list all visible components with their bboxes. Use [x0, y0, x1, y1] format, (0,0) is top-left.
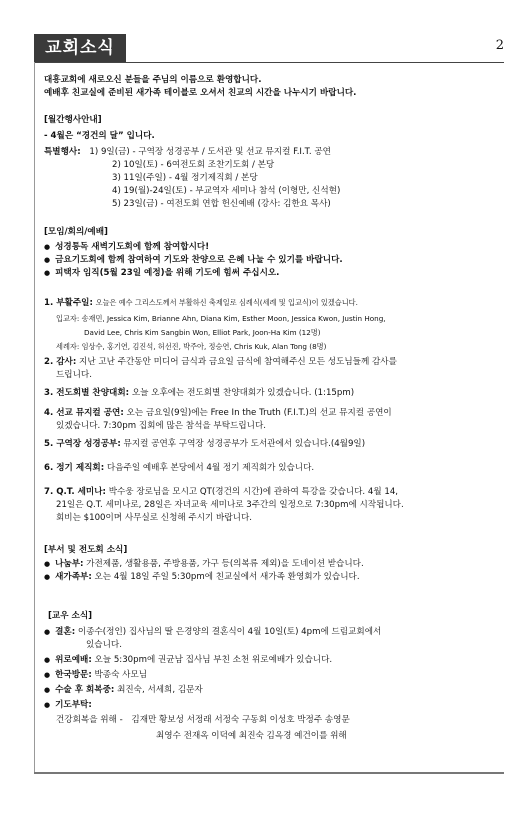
monthly-events — [44, 114, 506, 211]
departments-heading: [부서 및 전도회 소식] — [44, 545, 128, 555]
news-5-title: 5. 구역장 성경공부: — [44, 439, 121, 449]
wedding-text-2: 있습니다. — [86, 640, 122, 650]
news-6-text: 다음주일 예배후 본당에서 4월 정기 제직회가 있습니다. — [106, 463, 315, 473]
wedding-label: 결혼: — [55, 627, 76, 637]
monthly-item-2: 2) 10일(토) - 6여전도회 조찬기도회 / 본당 — [112, 160, 275, 170]
news-2-text-1: 지난 고난 주간동안 미디어 금식과 금요일 금식에 참여해주신 모든 성도님들께 감사를 — [79, 357, 397, 367]
dept-2-text: 오는 4월 18일 주일 5:30pm에 친교실에서 새가족 환영회가 있습니다. — [94, 572, 360, 582]
welcome-line-2: 예배후 친교실에 준비된 새가족 테이블로 오셔서 친교의 시간을 나누시기 바랍니다. — [44, 88, 357, 98]
prayer-names-2: 최영수 전재옥 이덕예 최진숙 김옥경 예건이를 위해 — [156, 731, 347, 741]
meetings-bullet-2: ● 금요기도회에 함께 참여하여 기도와 찬양으로 은혜 나눌 수 있기를 바랍니다. — [44, 254, 506, 267]
page-header — [34, 34, 504, 63]
monthly-item-4: 4) 19(월)-24일(토) - 부교역자 세미나 참석 (이형만, 신석현) — [112, 186, 341, 196]
news-1-text: 오늘은 예수 그리스도께서 부활하신 축제일로 심례식(세례 및 입교식)이 있겠습니다. — [95, 298, 358, 307]
visit-label: 한국방문: — [55, 670, 92, 680]
news-2-text-2: 드립니다. — [56, 370, 92, 380]
news-1 — [44, 296, 506, 353]
prayer-names-1: 김재만 황보성 서정래 서정숙 구동회 이성호 박정주 송영문 — [131, 715, 350, 725]
monthly-heading: [월간행사안내] — [44, 115, 102, 125]
page-number: 2 — [495, 38, 504, 53]
meetings-bullet-1: ● 성경통독 새벽기도회에 함께 참여합시다! — [44, 241, 506, 254]
meetings-heading: [모임/회의/예배] — [44, 227, 108, 237]
infant-names: 임상수, 홍기연, 김진석, 허선진, 박주아, 정승연, Chris Kuk, Alan Tong (8명) — [81, 342, 327, 351]
news-4-text-1: 오는 금요일(9일)에는 Free In the Truth (F.I.T.)의 선교 뮤지컬 공연이 — [126, 408, 392, 418]
news-4-text-2: 있겠습니다. 7:30pm 집회에 많은 참석을 부탁드립니다. — [56, 421, 266, 431]
news-6-title: 6. 정기 제직회: — [44, 463, 105, 473]
news-6 — [44, 462, 506, 475]
news-7-title: 7. Q.T. 세미나: — [44, 487, 106, 497]
baptism-names-2: David Lee, Chris Kim Sangbin Won, Elliot Park, Joon-Ha Kim (12명) — [84, 328, 321, 337]
prayer-sub: 건강회복을 위해 - — [56, 715, 123, 725]
members-heading: [교우 소식] — [48, 611, 93, 621]
news-2-title: 2. 감사: — [44, 357, 77, 367]
news-3-text: 오늘 오후에는 전도회별 찬양대회가 있겠습니다. (1:15pm) — [131, 388, 355, 398]
prayer-label: ● 기도부탁: — [44, 699, 506, 712]
news-5-text: 뮤지컬 공연후 구역장 성경공부가 도서관에서 있습니다.(4월9일) — [123, 439, 366, 449]
dept-2-label: 새가족부: — [55, 572, 92, 582]
baptism-names-1: 송재민, Jessica Kim, Brianne Ahn, Diana Kim, Esther Moon, Jessica Kwon, Justin Hong, — [81, 314, 386, 323]
news-7-text-1: 박수웅 장로님을 모시고 QT(경건의 시간)에 관하여 특강을 갖습니다. 4월 14, — [108, 487, 399, 497]
monthly-item-1: 1) 9일(금) - 구역장 성경공부 / 도서관 및 선교 뮤지컬 F.I.T. 공연 — [89, 147, 331, 157]
section-title: 교회소식 — [34, 34, 126, 62]
memorial-label: 위로예배: — [55, 655, 92, 665]
news-7 — [44, 486, 506, 525]
special-events-label: 특별행사: — [44, 147, 81, 157]
wedding-text-1: 이종수(정인) 집사님의 딸 은경양의 결혼식이 4월 10일(토) 4pm에 드림교회에서 — [77, 627, 382, 637]
monthly-item-5: 5) 23일(금) - 여전도회 연합 헌신예배 (강사: 김한요 목사) — [112, 199, 331, 209]
recovery-text: 최진숙, 서세희, 김문자 — [117, 685, 203, 695]
news-2 — [44, 356, 506, 382]
news-5 — [44, 438, 506, 451]
departments-block — [44, 544, 506, 584]
news-7-text-3: 회비는 $100이며 사무실로 신청해 주시기 바랍니다. — [56, 513, 252, 523]
monthly-theme: - 4월은 “경건의 달” 입니다. — [44, 131, 155, 141]
left-border — [34, 62, 35, 772]
news-4 — [44, 407, 506, 433]
welcome-line-1: 대흥교회에 새로오신 분들을 주님의 이름으로 환영합니다. — [44, 75, 262, 85]
monthly-item-3: 3) 11일(주일) - 4월 정기제직회 / 본당 — [112, 173, 258, 183]
dept-1-text: 가전제품, 생활용품, 주방용품, 가구 등(의복류 제외)을 도네이션 받습니다. — [86, 559, 364, 569]
baptism-label: 입교자: — [56, 314, 80, 323]
news-1-title: 1. 부활주일: — [44, 298, 93, 308]
recovery-label: 수술 후 회복중: — [55, 685, 115, 695]
dept-1-label: 나눔부: — [55, 559, 84, 569]
members-block — [44, 610, 506, 743]
bottom-border — [34, 772, 504, 774]
memorial-text: 오늘 5:30pm에 권균남 집사님 부친 소천 위로예배가 있습니다. — [94, 655, 333, 665]
meetings-block — [44, 226, 506, 280]
news-3-title: 3. 전도회별 찬양대회: — [44, 388, 130, 398]
news-3 — [44, 387, 506, 400]
news-4-title: 4. 선교 뮤지컬 공연: — [44, 408, 124, 418]
meetings-bullet-3: ● 피택자 임직(5월 23일 예정)을 위해 기도에 힘써 주십시오. — [44, 267, 506, 280]
infant-label: 세례자: — [56, 342, 80, 351]
visit-text: 박종숙 사모님 — [94, 670, 148, 680]
news-7-text-2: 21일은 Q.T. 세미나로, 28일은 자녀교육 세미나로 3주간의 일정으로 7:30pm에 시작됩니다. — [56, 500, 404, 510]
welcome-block — [44, 74, 506, 100]
